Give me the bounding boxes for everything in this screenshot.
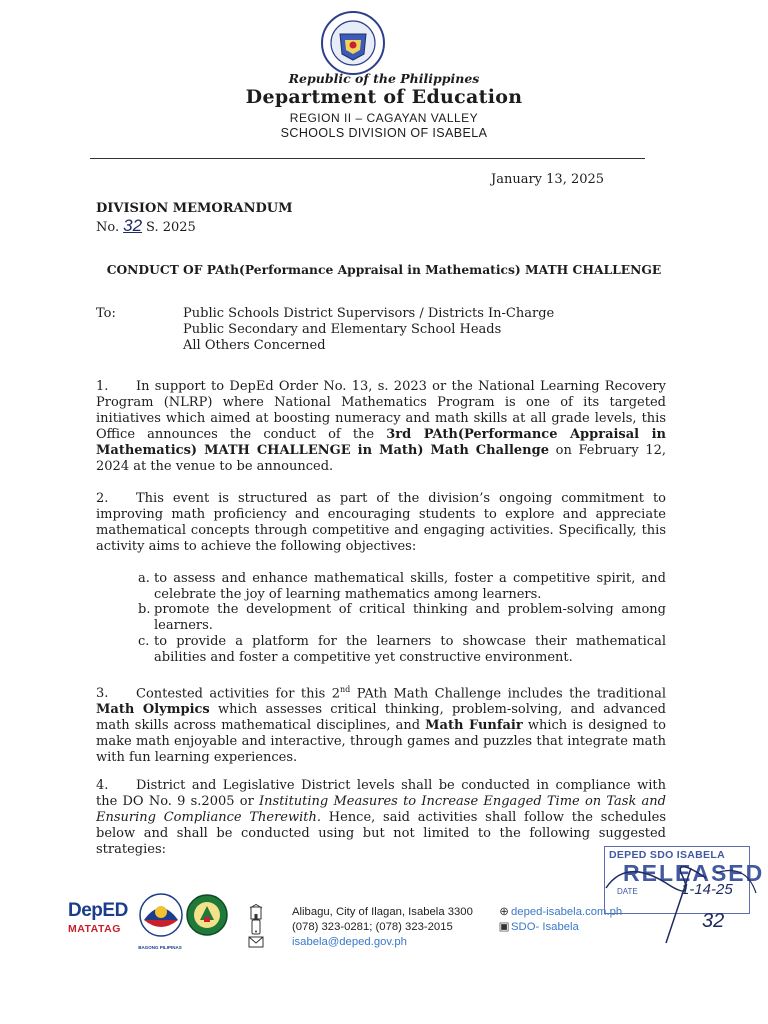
deped-seal-icon	[320, 10, 386, 76]
paragraph-1	[96, 379, 666, 475]
memo-number-value: 32	[123, 216, 143, 235]
paragraph-text: This event is structured as part of the division’s ongoing commitment to improving math proficiency and encouraging students to explore and appreciate mathematical concepts through competitive and engaging activities. Specifically, this activity aims to achieve the following objectives:	[96, 491, 666, 554]
superscript: nd	[340, 685, 351, 694]
stamp-date-label: DATE	[617, 887, 638, 896]
recipient-item: Public Schools District Supervisors / Districts In-Charge	[183, 306, 555, 321]
header-region: REGION II – CAGAYAN VALLEY	[289, 111, 479, 125]
footer-website-link[interactable]: deped-isabela.com.ph	[511, 906, 623, 918]
mail-icon	[247, 934, 265, 950]
stamp-date-value: 1-14-25	[681, 881, 733, 898]
globe-icon: ⊕	[499, 906, 509, 918]
recipient-item: All Others Concerned	[183, 338, 326, 353]
paragraph-bold: Math Funfair	[425, 718, 523, 734]
matatag-wordmark: MATATAG	[68, 923, 121, 935]
bagong-pilipinas-label: BAGONG PILIPINAS	[138, 945, 182, 950]
header-divider	[90, 158, 645, 159]
memo-subject: CONDUCT OF PAth(Performance Appraisal in Mathematics) MATH CHALLENGE	[106, 262, 662, 277]
paragraph-4	[96, 778, 666, 858]
footer-facebook-link[interactable]: SDO- Isabela	[511, 921, 579, 933]
paragraph-text: District and Legislative District levels shall be conducted in compliance with the DO No. 9 s.2005 or	[96, 778, 666, 809]
paragraph-italic: Instituting Measures to Increase Engaged Time on Task and Ensuring Compliance Therewith.	[96, 794, 666, 825]
to-label: To:	[96, 306, 116, 321]
paragraph-text: Hence, said activities shall follow the schedules below and shall be conducted using but not limited to the following suggested strategies:	[96, 810, 667, 857]
paragraph-text: which assesses critical thinking, problem-solving, and advanced math skills across mathematical disciplines, and	[96, 702, 666, 734]
footer-phone: (078) 323-0281; (078) 323-2015	[292, 921, 453, 933]
paragraph-bold: Math Olympics	[96, 702, 210, 718]
recipient-item: Public Secondary and Elementary School Heads	[183, 322, 502, 337]
deped-wordmark: DepED	[68, 900, 128, 921]
memo-date: January 13, 2025	[491, 172, 605, 187]
list-marker: c.	[138, 634, 150, 649]
list-marker: a.	[138, 571, 150, 586]
paragraph-number: 1.	[96, 379, 109, 394]
recipient-list	[183, 306, 554, 354]
phone-icon	[247, 919, 265, 935]
footer-address: Alibagu, City of Ilagan, Isabela 3300	[292, 906, 473, 918]
list-text: to assess and enhance mathematical skills, foster a competitive spirit, and celebrate the joy of learning mathematics among learners.	[154, 571, 666, 602]
stamp-number: 32	[702, 910, 725, 932]
paragraph-bold: 3rd PAth(Performance Appraisal in Mathematics) MATH CHALLENGE in Math) Math Challenge	[96, 427, 666, 458]
bagong-pilipinas-logo-icon	[136, 890, 186, 945]
header-department: Department of Education	[245, 86, 523, 108]
paragraph-text: Contested activities for this 2	[136, 686, 341, 702]
paragraph-number: 3.	[96, 686, 109, 702]
list-marker: b.	[138, 602, 151, 617]
list-text: promote the development of critical thinking and problem-solving among learners.	[154, 602, 666, 633]
deped-matatag-logo	[68, 900, 128, 935]
list-text: to provide a platform for the learners to showcase their mathematical abilities and foster a competitive yet constructive environment.	[154, 634, 666, 665]
paragraph-text: In support to DepEd Order No. 13, s. 2023 or the National Learning Recovery Program (NLRP) where National Mathematics Program is one of its targeted initiatives which aimed at boosting numeracy and math skills at all grade levels, this Office announces the conduct of the	[96, 379, 666, 442]
paragraph-number: 2.	[96, 491, 109, 506]
footer-email[interactable]: isabela@deped.gov.ph	[292, 936, 407, 948]
handwritten-signature-icon	[596, 848, 766, 948]
memo-type: DIVISION MEMORANDUM	[96, 201, 293, 216]
paragraph-text: PAth Math Challenge includes the traditional	[350, 686, 666, 702]
memo-number-label: No.	[96, 220, 120, 235]
paragraph-number: 4.	[96, 778, 109, 793]
footer-address-block	[292, 905, 473, 950]
paragraph-3	[96, 682, 666, 766]
list-item	[138, 634, 666, 666]
stamp-office: DEPED SDO ISABELA	[609, 849, 725, 861]
memo-series: S. 2025	[146, 220, 196, 235]
list-item	[138, 571, 666, 603]
stamp-released: RELEASED	[623, 860, 765, 886]
paragraph-text: on February 12, 2024 at the venue to be announced.	[96, 443, 666, 474]
paragraph-2	[96, 491, 666, 555]
header-republic: Republic of the Philippines	[288, 71, 480, 86]
facebook-icon: ▣	[498, 921, 510, 933]
memo-number	[96, 216, 196, 236]
header-division: SCHOOLS DIVISION OF ISABELA	[280, 126, 488, 140]
building-icon	[247, 904, 265, 920]
paragraph-text: which is designed to make math enjoyable and interactive, through games and puzzles that integrate math with fun learning experiences.	[96, 718, 666, 766]
list-item	[138, 602, 666, 634]
sdo-isabela-seal-icon	[185, 893, 229, 937]
